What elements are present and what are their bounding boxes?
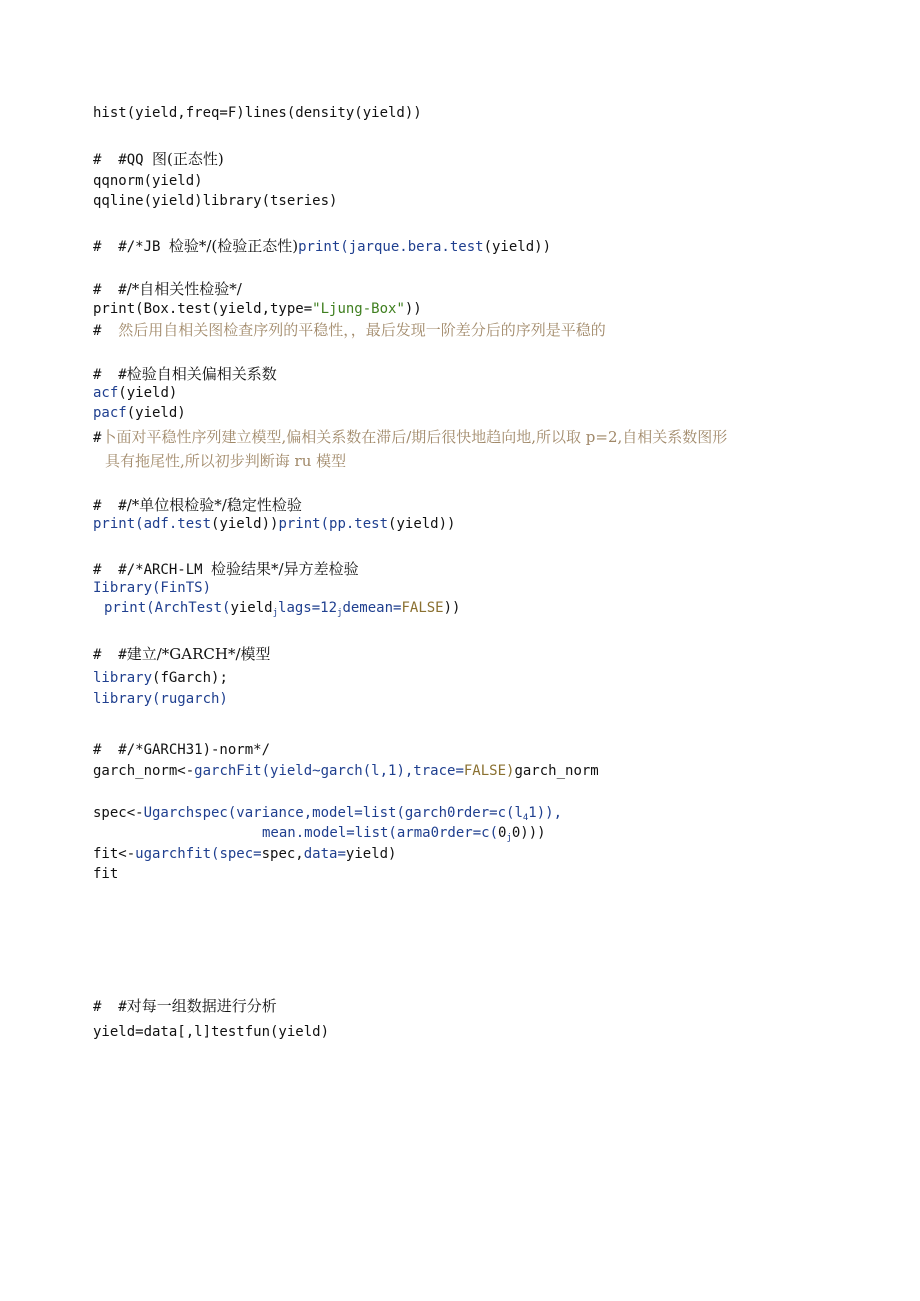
comment-model-note: #卜面对平稳性序列建立模型,偏相关系数在滞后/期后很快地趋向地,所以取 p=2,自相关系数图形: [93, 428, 728, 446]
comment-acf-pacf: # #检验自相关偏相关系数: [93, 365, 277, 383]
code-line-box-test: print(Box.test(yield,type="Ljung-Box")): [93, 301, 422, 317]
code-line-archtest: $print(ArchTest(yield_jlags=12_jdemean=FALSE))$: [104, 600, 461, 618]
code-line-fit: fit: [93, 866, 119, 882]
comment-unit-root: # #/*单位根检验*/稳定性检验: [93, 496, 302, 514]
code-line-qqline: qqline(yield)library(tseries): [93, 193, 338, 209]
code-line-pacf: pacf(yield): [93, 405, 186, 421]
code-line-yield-data: yield=data[,l]testfun(yield): [93, 1024, 330, 1040]
comment-garch-norm: # #/*GARCH31)-norm*/: [93, 742, 271, 758]
code-line-library-fints: Iibrary(FinTS): [93, 580, 212, 596]
code-line-acf: acf(yield): [93, 385, 178, 401]
code-line-ugarchspec: $spec<-Ugarchspec(variance,model=list(garch0rder=c(l_41))$,: [93, 805, 563, 823]
code-line-adf-pp: print(adf.test(yield))print(pp.test(yield)): [93, 516, 456, 532]
code-line-hist: hist(yield,freq=F)lines(density(yield)): [93, 105, 422, 121]
comment-jb-test: # #/*JB 检验*/(检验正态性)print(jarque.bera.test(yield)): [93, 237, 551, 255]
comment-arch-lm: # #/*ARCH-LM 检验结果*/异方差检验: [93, 560, 359, 578]
code-line-library-fgarch: library(fGarch);: [93, 670, 228, 686]
code-line-library-rugarch: library(rugarch): [93, 691, 228, 707]
comment-autocorr-test: # #/*自相关性检验*/: [93, 280, 242, 298]
comment-analyze-each: # #对每一组数据进行分析: [93, 997, 277, 1015]
code-line-qqnorm: qqnorm(yield): [93, 173, 203, 189]
comment-stationarity-note: # 然后用自相关图检查序列的平稳性，，最后发现一阶差分后的序列是平稳的: [93, 321, 606, 339]
comment-qq-heading: # #QQ 图(正态性): [93, 150, 224, 168]
code-line-mean-model: $mean.model=list(arma0rder=c(0_j0))$): [262, 825, 546, 843]
code-line-garchfit: garch_norm<-garchFit(yield~garch(l,1),trace=FALSE)garch_norm: [93, 763, 599, 779]
comment-build-garch: # #建立/*GARCH*/模型: [93, 645, 271, 663]
comment-model-note-cont: 具有拖尾性,所以初步判断诲 ru 模型: [105, 452, 347, 470]
code-line-ugarchfit: fit<-ugarchfit(spec=spec,data=yield): [93, 846, 397, 862]
